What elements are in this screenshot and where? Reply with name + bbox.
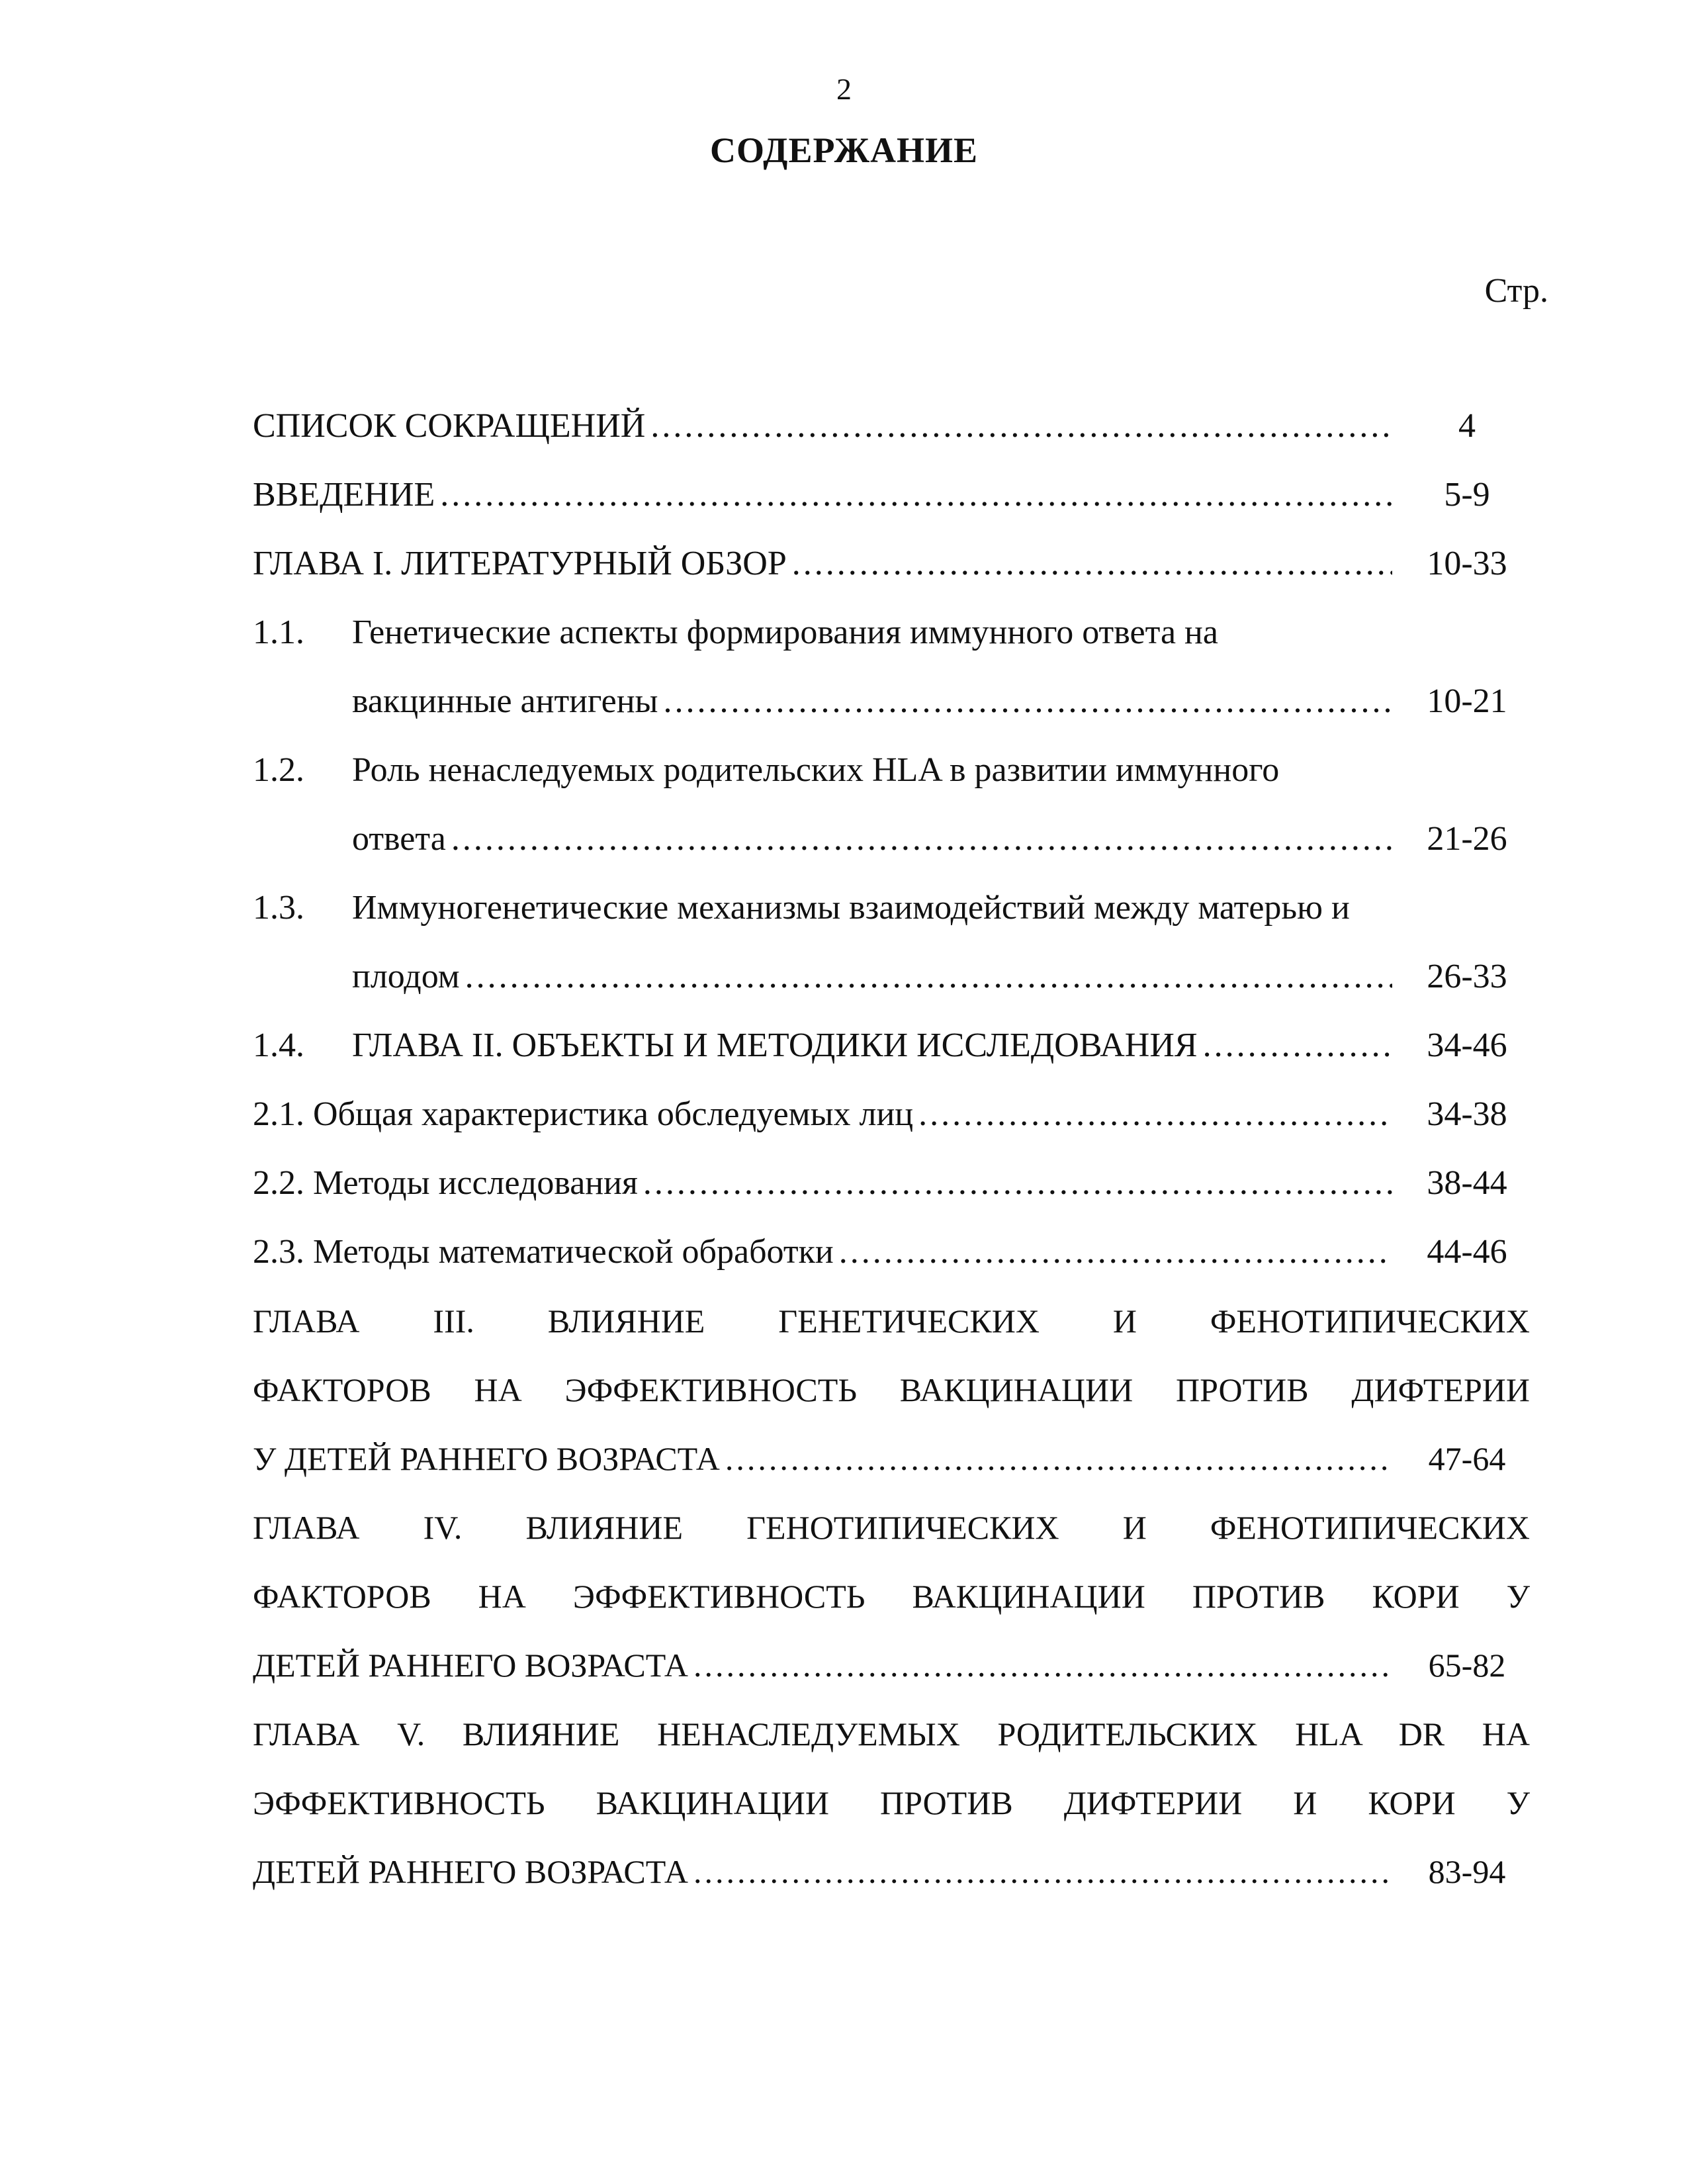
- toc-entry-section-1-2[interactable]: [253, 736, 1530, 805]
- toc-entry-text: Генетические аспекты формирования иммунного ответа на: [352, 614, 1218, 651]
- toc-entry-section-1-3[interactable]: [253, 874, 1530, 942]
- toc-entry-introduction[interactable]: [253, 461, 1530, 529]
- toc-entry-chapter-4[interactable]: [253, 1493, 1530, 1562]
- page-column-label: Стр.: [1484, 272, 1548, 310]
- dot-leader: [440, 461, 1392, 529]
- toc-entry-text: Роль ненаследуемых родительских HLA в развитии иммунного: [352, 751, 1280, 789]
- toc-entry-text: ответа: [352, 820, 446, 858]
- toc-entry-page: 34-46: [1427, 1026, 1507, 1064]
- dot-leader: [465, 942, 1392, 1011]
- toc-entry-number: 1.4.: [253, 1026, 304, 1064]
- toc-entry-text: ГЛАВА V. ВЛИЯНИЕ НЕНАСЛЕДУЕМЫХ РОДИТЕЛЬСКИХ HLA DR НА: [253, 1715, 1530, 1752]
- dot-leader: [664, 667, 1393, 736]
- toc-entry-page: 5-9: [1444, 476, 1490, 514]
- toc-entry-section-2-2[interactable]: [253, 1149, 1530, 1218]
- page-title: СОДЕРЖАНИЕ: [710, 130, 978, 170]
- toc-entry-text: У ДЕТЕЙ РАННЕГО ВОЗРАСТА: [253, 1440, 720, 1477]
- toc-entry-chapter-3-line-3[interactable]: [253, 1424, 1530, 1493]
- table-of-contents: [253, 392, 1530, 1906]
- toc-entry-page: 10-33: [1427, 545, 1507, 582]
- toc-entry-text: ДЕТЕЙ РАННЕГО ВОЗРАСТА: [253, 1853, 688, 1890]
- toc-entry-text: 2.3. Методы математической обработки: [253, 1233, 834, 1271]
- toc-entry-section-2-1[interactable]: [253, 1080, 1530, 1149]
- dot-leader: [650, 392, 1392, 461]
- toc-entry-text: ФАКТОРОВ НА ЭФФЕКТИВНОСТЬ ВАКЦИНАЦИИ ПРОТИВ КОРИ У: [253, 1578, 1530, 1615]
- toc-entry-text: Иммуногенетические механизмы взаимодействий между матерью и: [352, 889, 1350, 927]
- toc-entry-page: 34-38: [1427, 1095, 1507, 1133]
- toc-entry-chapter-3[interactable]: [253, 1287, 1530, 1355]
- toc-entry-text: ФАКТОРОВ НА ЭФФЕКТИВНОСТЬ ВАКЦИНАЦИИ ПРОТИВ ДИФТЕРИИ: [253, 1371, 1530, 1408]
- toc-entry-text: ГЛАВА I. ЛИТЕРАТУРНЫЙ ОБЗОР: [253, 545, 787, 582]
- dot-leader: [839, 1218, 1392, 1287]
- toc-entry-number: 1.2.: [253, 751, 304, 789]
- toc-entry-text: ГЛАВА IV. ВЛИЯНИЕ ГЕНОТИПИЧЕСКИХ И ФЕНОТИПИЧЕСКИХ: [253, 1509, 1530, 1546]
- dot-leader: [693, 1631, 1392, 1700]
- toc-entry-page: 21-26: [1427, 820, 1507, 858]
- toc-entry-section-1-1-continued[interactable]: [253, 667, 1530, 736]
- toc-entry-page: 4: [1458, 407, 1476, 445]
- toc-entry-page: 10-21: [1427, 682, 1507, 720]
- toc-entry-page: 65-82: [1428, 1647, 1506, 1684]
- toc-entry-chapter-4-line-3[interactable]: [253, 1631, 1530, 1700]
- toc-entry-abbreviations[interactable]: [253, 392, 1530, 461]
- dot-leader: [725, 1424, 1392, 1493]
- toc-entry-page: 26-33: [1427, 958, 1507, 995]
- toc-entry-section-1-1[interactable]: [253, 598, 1530, 667]
- toc-entry-number: 1.3.: [253, 889, 304, 927]
- toc-entry-section-1-2-continued[interactable]: [253, 805, 1530, 874]
- toc-entry-chapter-5-line-2[interactable]: [253, 1768, 1530, 1837]
- toc-entry-chapter-1[interactable]: [253, 529, 1530, 598]
- toc-entry-text: СПИСОК СОКРАЩЕНИЙ: [253, 407, 646, 445]
- toc-entry-text: 2.2. Методы исследования: [253, 1164, 638, 1202]
- toc-entry-heading: [253, 1011, 1198, 1080]
- toc-entry-number: 1.1.: [253, 614, 304, 651]
- toc-entry-text: 2.1. Общая характеристика обследуемых лиц: [253, 1095, 914, 1133]
- dot-leader: [643, 1149, 1392, 1218]
- dot-leader: [693, 1837, 1392, 1906]
- toc-entry-text: вакцинные антигены: [352, 682, 658, 720]
- toc-entry-text: плодом: [352, 958, 460, 995]
- toc-entry-chapter-2[interactable]: [253, 1011, 1530, 1080]
- toc-entry-page: 38-44: [1427, 1164, 1507, 1202]
- dot-leader: [1203, 1011, 1392, 1080]
- toc-entry-chapter-3-line-2[interactable]: [253, 1355, 1530, 1424]
- toc-entry-chapter-5-line-3[interactable]: [253, 1837, 1530, 1906]
- toc-entry-text: ЭФФЕКТИВНОСТЬ ВАКЦИНАЦИИ ПРОТИВ ДИФТЕРИИ И КОРИ У: [253, 1784, 1530, 1821]
- toc-entry-text: ДЕТЕЙ РАННЕГО ВОЗРАСТА: [253, 1647, 688, 1684]
- toc-entry-chapter-5[interactable]: [253, 1700, 1530, 1768]
- dot-leader: [451, 805, 1392, 874]
- toc-entry-chapter-4-line-2[interactable]: [253, 1562, 1530, 1631]
- toc-entry-page: 44-46: [1427, 1233, 1507, 1271]
- toc-entry-text: ГЛАВА II. ОБЪЕКТЫ И МЕТОДИКИ ИССЛЕДОВАНИЯ: [352, 1026, 1198, 1064]
- toc-entry-text: ГЛАВА III. ВЛИЯНИЕ ГЕНЕТИЧЕСКИХ И ФЕНОТИПИЧЕСКИХ: [253, 1302, 1530, 1340]
- dot-leader: [792, 529, 1392, 598]
- toc-entry-section-2-3[interactable]: [253, 1218, 1530, 1287]
- page-number: 2: [836, 72, 852, 106]
- dot-leader: [918, 1080, 1392, 1149]
- toc-entry-page: 47-64: [1428, 1440, 1506, 1477]
- toc-entry-page: 83-94: [1428, 1853, 1506, 1890]
- toc-entry-section-1-3-continued[interactable]: [253, 942, 1530, 1011]
- toc-entry-text: ВВЕДЕНИЕ: [253, 476, 435, 514]
